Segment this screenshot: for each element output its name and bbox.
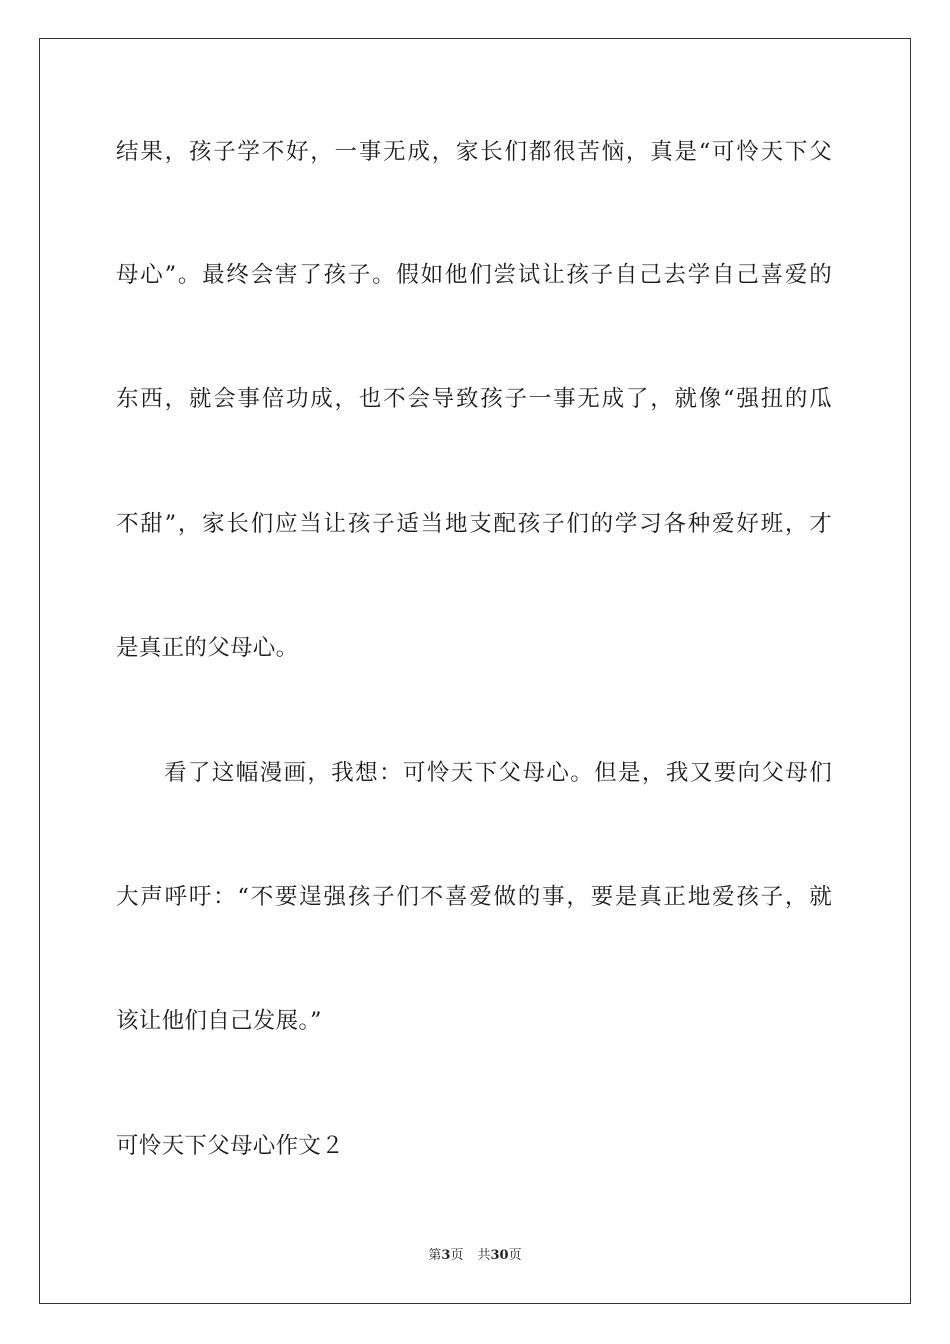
paragraph-line-8: 该让他们自己发展。” bbox=[116, 1008, 322, 1034]
page-prefix: 第 bbox=[428, 1248, 442, 1263]
paragraph-line-1: 结果，孩子学不好，一事无成，家长们都很苦恼，真是“可怜天下父 bbox=[116, 139, 832, 165]
total-prefix: 共 bbox=[477, 1248, 491, 1263]
page-border bbox=[39, 38, 911, 1304]
paragraph-line-7: 大声呼吁：“不要逞强孩子们不喜爱做的事，要是真正地爱孩子，就 bbox=[116, 884, 832, 910]
page-number: 3 bbox=[441, 1248, 451, 1263]
page-suffix: 页 bbox=[450, 1248, 464, 1263]
paragraph-line-2: 母心”。最终会害了孩子。假如他们尝试让孩子自己去学自己喜爱的 bbox=[116, 262, 832, 288]
paragraph-line-5: 是真正的父母心。 bbox=[116, 635, 299, 661]
total-suffix: 页 bbox=[508, 1248, 522, 1263]
paragraph-line-4: 不甜”，家长们应当让孩子适当地支配孩子们的学习各种爱好班，才 bbox=[116, 511, 832, 537]
page-footer bbox=[0, 1247, 950, 1265]
paragraph-line-6: 看了这幅漫画，我想：可怜天下父母心。但是，我又要向父母们 bbox=[164, 760, 832, 786]
section-heading: 可怜天下父母心作文２ bbox=[116, 1133, 345, 1159]
paragraph-line-3: 东西，就会事倍功成，也不会导致孩子一事无成了，就像“强扭的瓜 bbox=[116, 386, 832, 412]
total-pages: 30 bbox=[490, 1248, 509, 1263]
